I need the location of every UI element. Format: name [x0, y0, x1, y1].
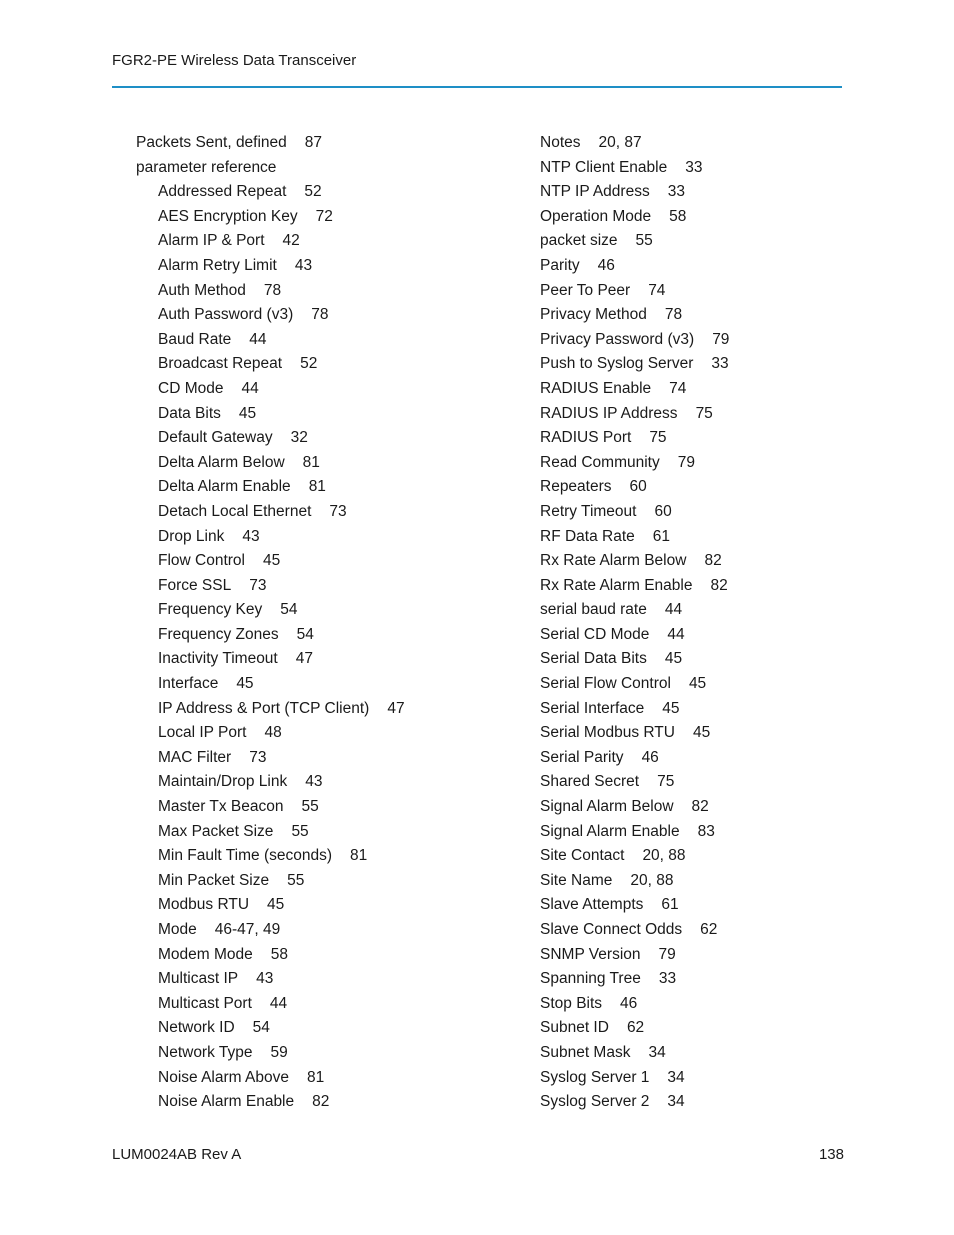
index-column-left — [136, 131, 405, 1115]
index-page-ref: 82 — [312, 1093, 330, 1111]
index-entry — [136, 1041, 405, 1066]
index-term: Signal Alarm Enable — [540, 822, 680, 840]
index-entry — [540, 820, 729, 845]
index-page-ref: 82 — [710, 576, 728, 594]
index-page-ref: 44 — [241, 379, 259, 397]
index-entry — [136, 1090, 405, 1115]
index-page-ref: 42 — [282, 232, 300, 250]
index-term: Network Type — [158, 1043, 253, 1061]
index-term: NTP IP Address — [540, 183, 650, 201]
index-term: Operation Mode — [540, 207, 652, 225]
index-term: Detach Local Ethernet — [158, 502, 312, 520]
index-page-ref: 45 — [688, 675, 707, 693]
index-term: Peer To Peer — [540, 281, 631, 299]
index-term: Min Packet Size — [158, 871, 270, 889]
index-term: Signal Alarm Below — [540, 798, 674, 816]
index-entry — [136, 697, 405, 722]
index-entry — [540, 402, 729, 427]
index-page-ref: 33 — [667, 183, 685, 201]
index-term: Syslog Server 2 — [540, 1093, 650, 1111]
index-page-ref: 46 — [641, 748, 659, 766]
index-entry — [136, 770, 405, 795]
index-entry — [540, 1041, 729, 1066]
index-entry — [136, 598, 405, 623]
index-entry — [540, 770, 729, 795]
index-entry — [136, 943, 405, 968]
index-page-ref: 45 — [236, 675, 254, 693]
index-entry — [136, 525, 405, 550]
index-page-ref: 55 — [635, 232, 653, 250]
index-entry — [136, 549, 405, 574]
index-page-ref: 73 — [249, 748, 267, 766]
index-term: Serial Modbus RTU — [540, 724, 675, 742]
index-term: Addressed Repeat — [158, 183, 287, 201]
index-entry — [136, 1066, 405, 1091]
index-entry — [136, 746, 405, 771]
index-page-ref: 55 — [291, 822, 309, 840]
index-term: Multicast Port — [158, 994, 252, 1012]
index-entry — [540, 525, 729, 550]
index-page-ref: 33 — [685, 158, 703, 176]
index-page-ref: 43 — [294, 256, 313, 274]
index-page-ref: 60 — [629, 478, 647, 496]
index-page-ref: 81 — [308, 478, 326, 496]
index-page-ref: 45 — [238, 404, 257, 422]
index-entry — [540, 623, 729, 648]
index-entry — [136, 402, 405, 427]
footer-doc-id: LUM0024AB Rev A — [112, 1146, 242, 1163]
index-term: RADIUS Port — [540, 429, 632, 447]
index-entry — [540, 352, 729, 377]
index-entry — [540, 500, 729, 525]
index-entry — [540, 721, 729, 746]
index-term: Min Fault Time (seconds) — [158, 847, 332, 865]
index-term: Inactivity Timeout — [158, 650, 278, 668]
index-page-ref: 32 — [290, 429, 308, 447]
index-entry — [136, 131, 405, 156]
index-entry — [540, 303, 729, 328]
index-term: Spanning Tree — [540, 970, 641, 988]
index-page-ref: 81 — [350, 847, 368, 865]
index-term: Site Name — [540, 871, 613, 889]
index-entry — [540, 1016, 729, 1041]
index-term: Alarm Retry Limit — [158, 256, 277, 274]
index-entry — [136, 229, 405, 254]
index-entry — [136, 254, 405, 279]
index-term: IP Address & Port (TCP Client) — [158, 699, 370, 717]
index-term: Maintain/Drop Link — [158, 773, 288, 791]
index-page-ref: 81 — [302, 453, 320, 471]
index-entry — [136, 869, 405, 894]
index-term: parameter reference — [136, 158, 277, 176]
index-term: packet size — [540, 232, 618, 250]
index-page-ref: 78 — [263, 281, 282, 299]
index-page-ref: 72 — [315, 207, 333, 225]
index-entry — [136, 1016, 405, 1041]
index-term: Force SSL — [158, 576, 232, 594]
index-entry — [136, 377, 405, 402]
index-page-ref: 75 — [649, 429, 667, 447]
index-term: Privacy Password (v3) — [540, 330, 695, 348]
index-page-ref: 52 — [304, 183, 322, 201]
index-entry — [136, 967, 405, 992]
index-page-ref: 54 — [280, 601, 298, 619]
index-page-ref: 34 — [667, 1093, 685, 1111]
index-page-ref: 45 — [263, 552, 281, 570]
index-page-ref: 44 — [667, 625, 685, 643]
index-term: Rx Rate Alarm Enable — [540, 576, 693, 594]
index-column-right — [540, 131, 729, 1115]
index-term: SNMP Version — [540, 945, 641, 963]
index-entry — [540, 869, 729, 894]
index-term: Serial Parity — [540, 748, 624, 766]
index-page-ref: 46 — [620, 994, 638, 1012]
index-page-ref: 62 — [700, 921, 718, 938]
index-term: Retry Timeout — [540, 502, 637, 520]
index-page-ref: 61 — [652, 527, 671, 545]
index-term: Shared Secret — [540, 773, 640, 791]
index-page-ref: 73 — [329, 502, 347, 520]
page-header-title: FGR2-PE Wireless Data Transceiver — [112, 52, 357, 69]
index-page-ref: 47 — [295, 650, 313, 668]
index-entry — [540, 229, 729, 254]
index-page-ref: 79 — [658, 945, 676, 963]
index-entry — [540, 475, 729, 500]
index-entry — [540, 647, 729, 672]
index-page-ref: 79 — [677, 453, 695, 471]
index-entry — [136, 795, 405, 820]
index-term: Frequency Zones — [158, 625, 279, 643]
index-entry — [540, 967, 729, 992]
index-entry — [540, 795, 729, 820]
index-term: Noise Alarm Above — [158, 1068, 289, 1086]
index-term: Subnet Mask — [540, 1043, 631, 1061]
index-page-ref: 74 — [669, 379, 687, 397]
index-entry — [136, 328, 405, 353]
index-term: RADIUS Enable — [540, 379, 652, 397]
index-term: RF Data Rate — [540, 527, 635, 545]
index-entry — [136, 672, 405, 697]
index-entry — [540, 549, 729, 574]
index-page-ref: 33 — [658, 970, 677, 988]
index-term: Delta Alarm Below — [158, 453, 285, 471]
index-term: Slave Attempts — [540, 896, 644, 914]
index-page-ref: 46 — [597, 256, 615, 274]
index-term: Notes — [540, 134, 581, 151]
index-term: Privacy Method — [540, 306, 647, 324]
index-entry — [136, 156, 405, 181]
index-term: Packets Sent, defined — [136, 134, 287, 151]
index-page-ref: 79 — [712, 330, 730, 348]
index-entry — [540, 279, 729, 304]
index-page-ref: 58 — [669, 207, 687, 225]
index-entry — [540, 598, 729, 623]
index-entry — [136, 918, 405, 943]
index-page-ref: 83 — [697, 822, 715, 840]
index-term: Drop Link — [158, 527, 225, 545]
index-entry — [136, 303, 405, 328]
index-term: Serial Interface — [540, 699, 645, 717]
index-term: Delta Alarm Enable — [158, 478, 291, 496]
index-term: Serial Data Bits — [540, 650, 647, 668]
index-page-ref: 44 — [249, 330, 267, 348]
index-page-ref: 55 — [287, 871, 305, 889]
index-entry — [540, 180, 729, 205]
index-term: Site Contact — [540, 847, 625, 865]
index-page-ref: 20, 87 — [598, 134, 642, 151]
index-term: Multicast IP — [158, 970, 239, 988]
index-entry — [136, 574, 405, 599]
index-term: Modbus RTU — [158, 896, 250, 914]
index-entry — [540, 131, 729, 156]
index-page-ref: 34 — [667, 1068, 685, 1086]
index-term: Mode — [158, 921, 197, 938]
index-term: Push to Syslog Server — [540, 355, 694, 373]
index-entry — [540, 697, 729, 722]
index-entry — [540, 893, 729, 918]
index-page-ref: 43 — [256, 970, 274, 988]
index-entry — [540, 205, 729, 230]
index-page-ref: 75 — [695, 404, 713, 422]
index-entry — [540, 451, 729, 476]
index-entry — [540, 746, 729, 771]
index-page-ref: 62 — [626, 1019, 645, 1037]
index-term: Rx Rate Alarm Below — [540, 552, 687, 570]
index-term: Read Community — [540, 453, 660, 471]
index-term: RADIUS IP Address — [540, 404, 678, 422]
index-page-ref: 33 — [711, 355, 729, 373]
index-term: Stop Bits — [540, 994, 603, 1012]
index-entry — [136, 647, 405, 672]
index-term: Auth Password (v3) — [158, 306, 294, 324]
index-page-ref: 54 — [296, 625, 314, 643]
index-entry — [540, 844, 729, 869]
index-term: Serial Flow Control — [540, 675, 671, 693]
index-page-ref: 78 — [664, 306, 683, 324]
index-page-ref: 81 — [306, 1068, 325, 1086]
index-entry — [136, 820, 405, 845]
index-term: Alarm IP & Port — [158, 232, 265, 250]
index-entry — [540, 992, 729, 1017]
index-term: Default Gateway — [158, 429, 273, 447]
index-page-ref: 45 — [267, 896, 285, 914]
index-term: CD Mode — [158, 379, 224, 397]
index-entry — [136, 279, 405, 304]
index-entry — [136, 180, 405, 205]
index-entry — [540, 1066, 729, 1091]
index-page-ref: 44 — [664, 601, 683, 619]
index-entry — [540, 1090, 729, 1115]
index-page-ref: 82 — [704, 552, 722, 570]
index-entry — [136, 893, 405, 918]
index-page-ref: 78 — [311, 306, 329, 324]
index-term: Interface — [158, 675, 219, 693]
index-term: Broadcast Repeat — [158, 355, 283, 373]
footer-page-number: 138 — [818, 1146, 844, 1163]
index-term: AES Encryption Key — [158, 207, 298, 225]
index-term: MAC Filter — [158, 748, 232, 766]
index-term: Frequency Key — [158, 601, 263, 619]
index-page-ref: 45 — [662, 699, 680, 717]
index-page-ref: 82 — [691, 798, 709, 816]
index-page-ref: 47 — [387, 699, 405, 717]
index-page-ref: 58 — [270, 945, 289, 963]
index-term: serial baud rate — [540, 601, 647, 619]
index-entry — [540, 918, 729, 943]
index-page-ref: 48 — [264, 724, 282, 742]
index-entry — [136, 451, 405, 476]
index-term: Modem Mode — [158, 945, 253, 963]
index-page-ref: 73 — [249, 576, 267, 594]
index-term: Local IP Port — [158, 724, 247, 742]
index-page-ref: 34 — [648, 1043, 666, 1061]
index-term: Syslog Server 1 — [540, 1068, 650, 1086]
index-entry — [540, 943, 729, 968]
index-entry — [136, 352, 405, 377]
index-page-ref: 54 — [252, 1019, 270, 1037]
index-entry — [136, 426, 405, 451]
index-term: Master Tx Beacon — [158, 798, 284, 816]
index-entry — [540, 426, 729, 451]
index-term: NTP Client Enable — [540, 158, 668, 176]
index-term: Noise Alarm Enable — [158, 1093, 295, 1111]
index-term: Parity — [540, 256, 580, 274]
index-entry — [136, 623, 405, 648]
index-page-ref: 87 — [304, 134, 323, 151]
index-term: Max Packet Size — [158, 822, 274, 840]
index-term: Subnet ID — [540, 1019, 609, 1037]
header-divider — [112, 86, 842, 88]
index-term: Serial CD Mode — [540, 625, 650, 643]
index-page-ref: 74 — [648, 281, 666, 299]
index-entry — [540, 328, 729, 353]
index-page-ref: 45 — [664, 650, 683, 668]
index-page-ref: 75 — [657, 773, 675, 791]
index-entry — [136, 992, 405, 1017]
index-term: Auth Method — [158, 281, 246, 299]
index-page-ref: 59 — [270, 1043, 288, 1061]
index-term: Data Bits — [158, 404, 221, 422]
index-page-ref: 46-47, 49 — [214, 921, 281, 938]
index-entry — [540, 254, 729, 279]
index-term: Repeaters — [540, 478, 612, 496]
index-page-ref: 20, 88 — [630, 871, 674, 889]
index-page-ref: 61 — [661, 896, 679, 914]
index-page-ref: 20, 88 — [642, 847, 686, 865]
index-page-ref: 44 — [269, 994, 288, 1012]
index-entry — [540, 574, 729, 599]
index-entry — [540, 156, 729, 181]
index-entry — [136, 721, 405, 746]
index-term: Baud Rate — [158, 330, 232, 348]
index-entry — [136, 844, 405, 869]
index-page-ref: 60 — [654, 502, 672, 520]
index-entry — [136, 475, 405, 500]
index-entry — [540, 377, 729, 402]
index-term: Slave Connect Odds — [540, 921, 683, 938]
index-page-ref: 45 — [692, 724, 711, 742]
index-entry — [540, 672, 729, 697]
index-page-ref: 43 — [242, 527, 260, 545]
index-page-ref: 55 — [301, 798, 319, 816]
index-term: Flow Control — [158, 552, 245, 570]
index-entry — [136, 205, 405, 230]
index-term: Network ID — [158, 1019, 235, 1037]
index-page-ref: 52 — [300, 355, 318, 373]
index-page-ref: 43 — [305, 773, 323, 791]
index-entry — [136, 500, 405, 525]
